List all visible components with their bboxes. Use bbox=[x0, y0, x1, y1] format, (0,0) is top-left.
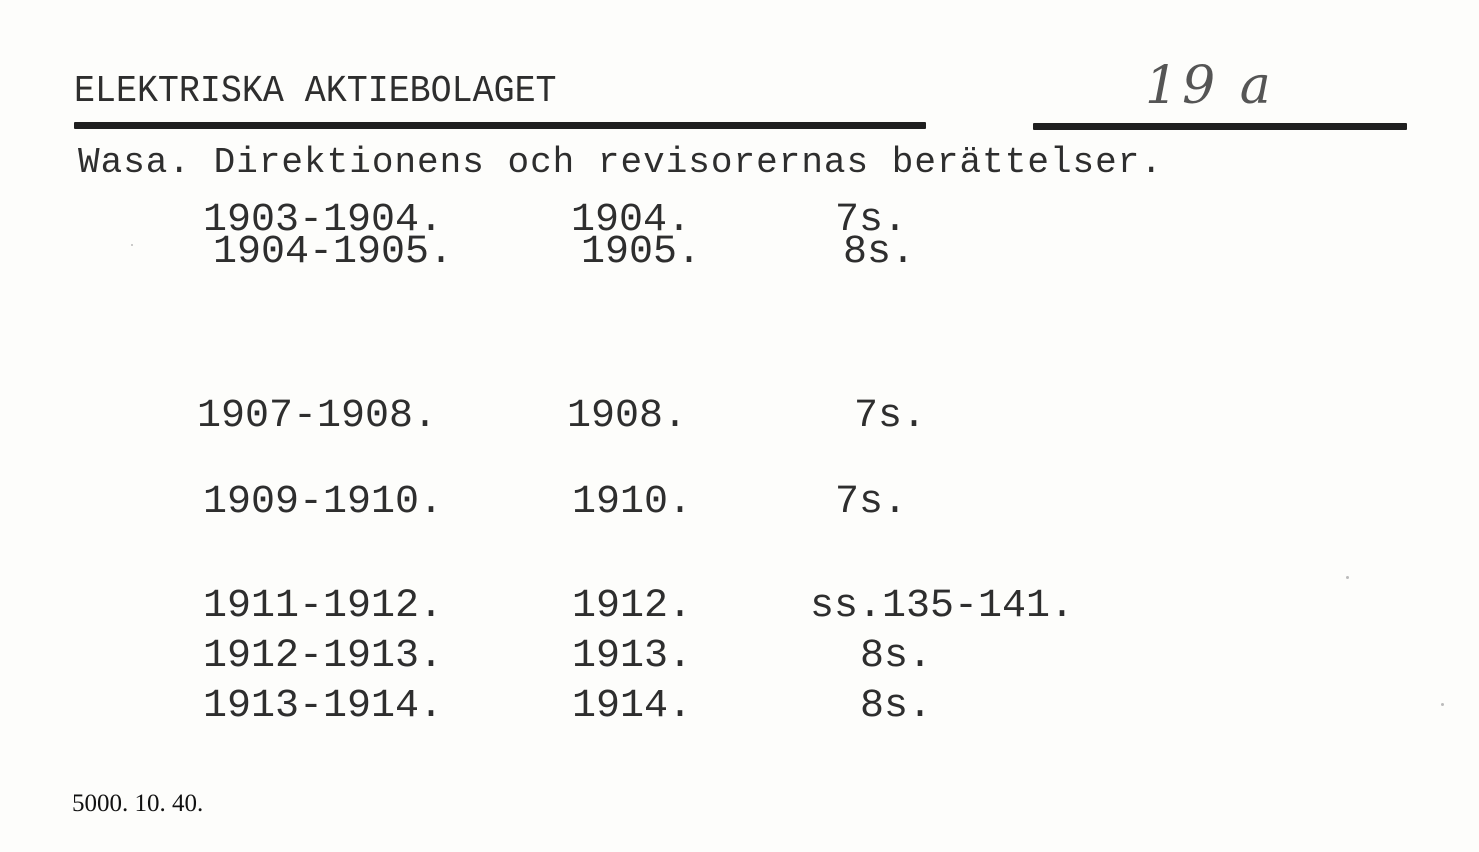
entry-year: 1908. bbox=[567, 394, 688, 439]
entry-pages: 7s. bbox=[835, 480, 908, 525]
entry-year: 1910. bbox=[572, 480, 693, 525]
entry-row bbox=[203, 634, 1203, 678]
entry-year: 1912. bbox=[572, 584, 693, 629]
handwritten-call-number: 19 a bbox=[1145, 56, 1275, 116]
entry-pages: 7s. bbox=[854, 394, 927, 439]
entry-row bbox=[203, 684, 1203, 728]
call-number-underline bbox=[1033, 123, 1407, 130]
entry-row bbox=[203, 480, 1203, 524]
print-code: 5000. 10. 40. bbox=[72, 790, 204, 817]
heading-underline bbox=[74, 122, 926, 129]
card-heading: ELEKTRISKA AKTIEBOLAGET bbox=[74, 70, 557, 113]
scan-speck bbox=[131, 244, 133, 246]
entry-pages: 8s. bbox=[843, 230, 916, 275]
entry-pages: 8s. bbox=[860, 684, 933, 729]
entry-row bbox=[203, 584, 1203, 628]
entry-row bbox=[197, 394, 1197, 438]
entry-years: 1913-1914. bbox=[203, 684, 444, 729]
card-subtitle: Wasa. Direktionens och revisorernas berättelser. bbox=[78, 142, 1163, 183]
entry-years: 1909-1910. bbox=[203, 480, 444, 525]
entry-year: 1905. bbox=[581, 230, 702, 275]
entry-year: 1904. bbox=[571, 198, 692, 243]
entry-years: 1907-1908. bbox=[197, 394, 438, 439]
scan-speck bbox=[1346, 576, 1349, 579]
entry-year: 1913. bbox=[572, 634, 693, 679]
entry-pages: ss.135-141. bbox=[810, 584, 1075, 629]
entry-years: 1904-1905. bbox=[213, 230, 454, 275]
entry-years: 1912-1913. bbox=[203, 634, 444, 679]
entry-years: 1911-1912. bbox=[203, 584, 444, 629]
entry-pages: 8s. bbox=[860, 634, 933, 679]
entry-years: 1903-1904. bbox=[203, 198, 444, 243]
scan-speck bbox=[1441, 703, 1444, 706]
entry-year: 1914. bbox=[572, 684, 693, 729]
entry-pages: 7s. bbox=[835, 198, 908, 243]
entry-row bbox=[213, 230, 1213, 274]
